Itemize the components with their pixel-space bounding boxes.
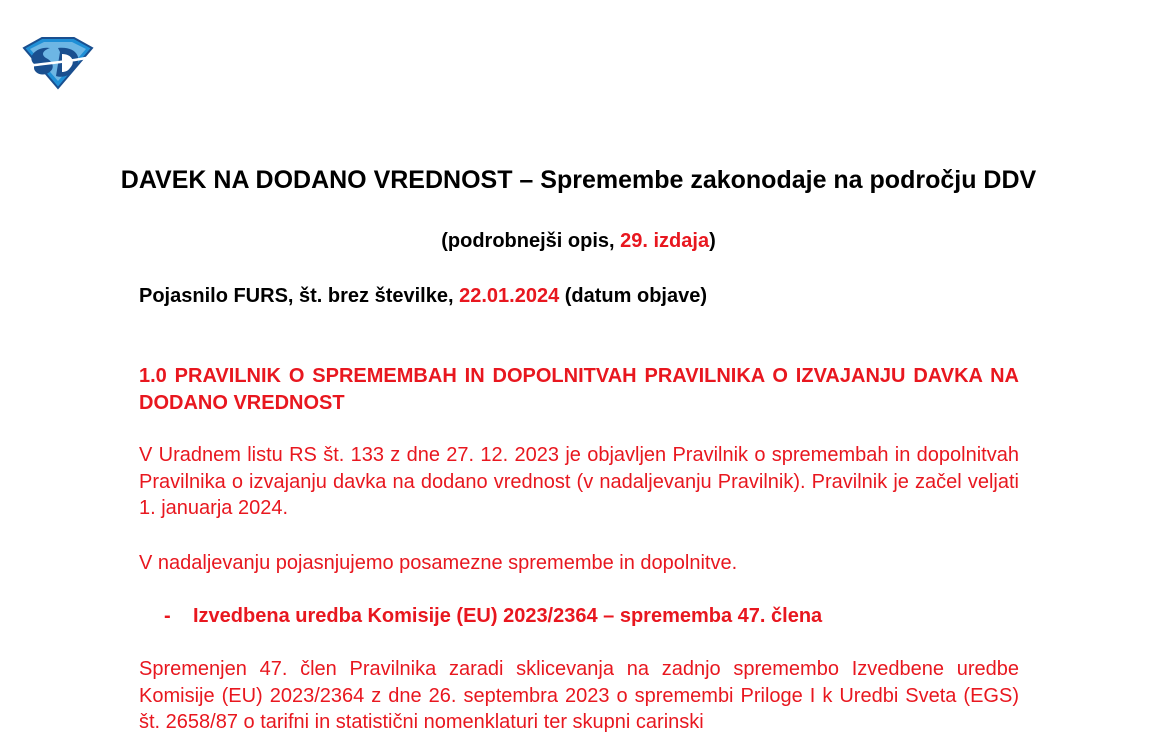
document-title: DAVEK NA DODANO VREDNOST – Spremembe zakonodaje na področju DDV [120, 166, 1037, 194]
reference-suffix: (datum objave) [559, 285, 708, 307]
section-heading: 1.0 PRAVILNIK O SPREMEMBAH IN DOPOLNITVAH PRAVILNIKA O IZVAJANJU DAVKA NA DODANO VREDNOST [139, 365, 1019, 414]
document-subtitle [100, 228, 1057, 254]
publication-date: 22.01.2024 [459, 285, 560, 307]
bullet-item [164, 603, 822, 629]
bullet-marker: - [164, 605, 171, 627]
reference-prefix: Pojasnilo FURS, št. brez številke, [139, 285, 460, 307]
subtitle-close: ) [709, 230, 716, 252]
bullet-text: Izvedbena uredba Komisije (EU) 2023/2364 – sprememba 47. člena [193, 605, 823, 627]
paragraph-official-gazette: V Uradnem listu RS št. 133 z dne 27. 12. 2023 je objavljen Pravilnik o spremembah in dopolnitvah Pravilnika o izvajanju davka na dodano vrednost (v nadaljevanju Pravilnik). Pravilnik je začel veljati 1. januarja 2024. [139, 444, 1019, 519]
subtitle-open: (podrobnejši opis, [441, 230, 621, 252]
paragraph-article-47: Spremenjen 47. člen Pravilnika zaradi sklicevanja na zadnjo spremembo Izvedbene uredbe Komisije (EU) 2023/2364 z dne 26. septembra 2023 o spremembi Priloge I k Uredbi Sveta (EGS) št. 2658/87 o tarifni in statistični nomenklaturi ter skupni carinski [139, 658, 1019, 733]
explanation-reference [139, 283, 707, 309]
edition-number: 29. izdaja [620, 230, 710, 252]
paragraph-intro: V nadaljevanju pojasnjujemo posamezne spremembe in dopolnitve. [139, 552, 738, 574]
company-logo-icon [20, 34, 94, 90]
